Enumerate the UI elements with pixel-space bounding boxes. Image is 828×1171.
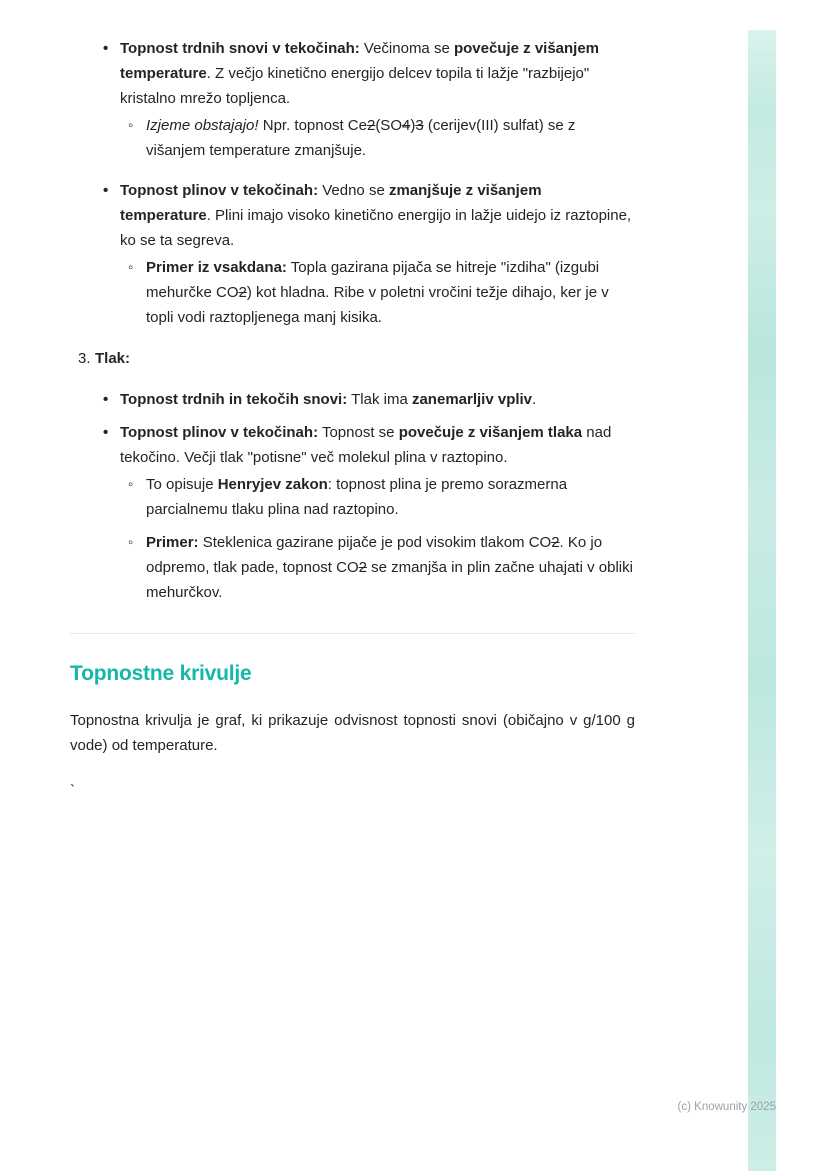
text-run: ) kot hladna. Ribe v poletni vročini težje dihajo, ker je v topli vodi raztopljenega manj kisika. [146, 284, 609, 326]
text-run: Vedno se [318, 182, 389, 199]
stray-backtick: ` [70, 782, 75, 799]
list-item-text [95, 346, 635, 371]
text-run: se zmanjša in plin začne uhajati v obliki mehurčkov. [146, 559, 633, 601]
text-run: . Ko jo odpremo, tlak pade, topnost CO [146, 534, 603, 576]
circle-marker: ◦ [128, 259, 134, 276]
sub-bullet-primer-steklenica [70, 530, 635, 605]
bullet-tlak-trdne-tekoce [70, 387, 635, 412]
text-run: ) [410, 117, 416, 134]
bullet-topnost-trdnih-snovi [70, 36, 635, 111]
text-run: To opisuje [146, 476, 218, 493]
text-run: : topnost plina je premo sorazmerna parcialnemu tlaku plina nad raztopino. [146, 476, 568, 518]
text-run: 2 [238, 284, 247, 301]
list-item-text [146, 472, 635, 522]
list-item-text [146, 113, 635, 163]
circle-marker: ◦ [128, 534, 134, 551]
text-run: Topnost plinov v tekočinah: [120, 424, 319, 441]
list-item-text [146, 255, 635, 330]
text-run: . [532, 391, 537, 408]
text-run: Primer: [146, 534, 199, 551]
numbered-item-tlak [70, 346, 635, 371]
page-edge-highlight-band [748, 30, 776, 1171]
text-run: 2 [366, 117, 376, 134]
text-run: Primer iz vsakdana: [146, 259, 287, 276]
text-run: Izjeme obstajajo! [146, 117, 259, 134]
text-run: Večinoma se [359, 40, 454, 57]
text-run: zanemarljiv vpliv [411, 391, 533, 408]
text-run: . Plini imajo visoko kinetično energijo in lažje uidejo iz raztopine, ko se ta segreva. [120, 207, 632, 249]
list-item-text [146, 530, 635, 605]
text-run: zmanjšuje z višanjem temperature [120, 182, 542, 224]
list-number: 3. [78, 350, 91, 367]
text-run: Topnost trdnih snovi v tekočinah: [120, 40, 360, 57]
document-content [70, 36, 635, 803]
text-run: 2 [551, 534, 560, 551]
sub-bullet-primer-iz-vsakdana [70, 255, 635, 330]
text-run: (cerijev(III) sulfat) se z višanjem temperature zmanjšuje. [146, 117, 576, 159]
text-run: Topnost trdnih in tekočih snovi: [120, 391, 348, 408]
sub-bullet-henryjev-zakon [70, 472, 635, 522]
text-run: (SO [375, 117, 402, 134]
bullet-marker: • [103, 391, 109, 408]
text-run: Topla gazirana pijača se hitreje "izdiha" (izgubi mehurčke CO [146, 259, 600, 301]
section-divider [70, 633, 635, 634]
bullet-marker: • [103, 40, 109, 57]
bullet-topnost-plinov [70, 178, 635, 253]
list-item-text [120, 36, 635, 111]
text-run: Henryjev zakon [217, 476, 328, 493]
text-run: 2 [358, 559, 367, 576]
text-run: Tlak ima [347, 391, 412, 408]
text-run: 3 [415, 117, 424, 134]
text-run: Topnost plinov v tekočinah: [120, 182, 319, 199]
text-run: nad tekočino. Večji tlak "potisne" več molekul plina v raztopino. [120, 424, 612, 466]
text-run: povečuje z višanjem temperature [120, 40, 600, 82]
intro-paragraph: Topnostna krivulja je graf, ki prikazuje odvisnost topnosti snovi (običajno v g/100 g vode) od temperature. [70, 712, 635, 754]
footer-copyright: (c) Knowunity 2025 [677, 1101, 776, 1113]
list-item-text [120, 387, 635, 412]
text-run: . Z večjo kinetično energijo delcev topila ti lažje "razbijejo" kristalno mrežo topljenca. [120, 65, 590, 107]
text-run: povečuje z višanjem tlaka [398, 424, 583, 441]
list-item-text [120, 420, 635, 470]
text-run: 4 [401, 117, 411, 134]
circle-marker: ◦ [128, 476, 134, 493]
sub-bullet-izjeme [70, 113, 635, 163]
text-run: Tlak: [95, 350, 131, 367]
text-run: Topnost se [318, 424, 399, 441]
list-item-text [120, 178, 635, 253]
text-run: Steklenica gazirane pijače je pod visokim tlakom CO [198, 534, 552, 551]
bullet-marker: • [103, 182, 109, 199]
text-run: Npr. topnost Ce [258, 117, 367, 134]
bullet-tlak-plini [70, 420, 635, 470]
bullet-marker: • [103, 424, 109, 441]
section-heading: Topnostne krivulje [70, 662, 252, 685]
circle-marker: ◦ [128, 117, 134, 134]
